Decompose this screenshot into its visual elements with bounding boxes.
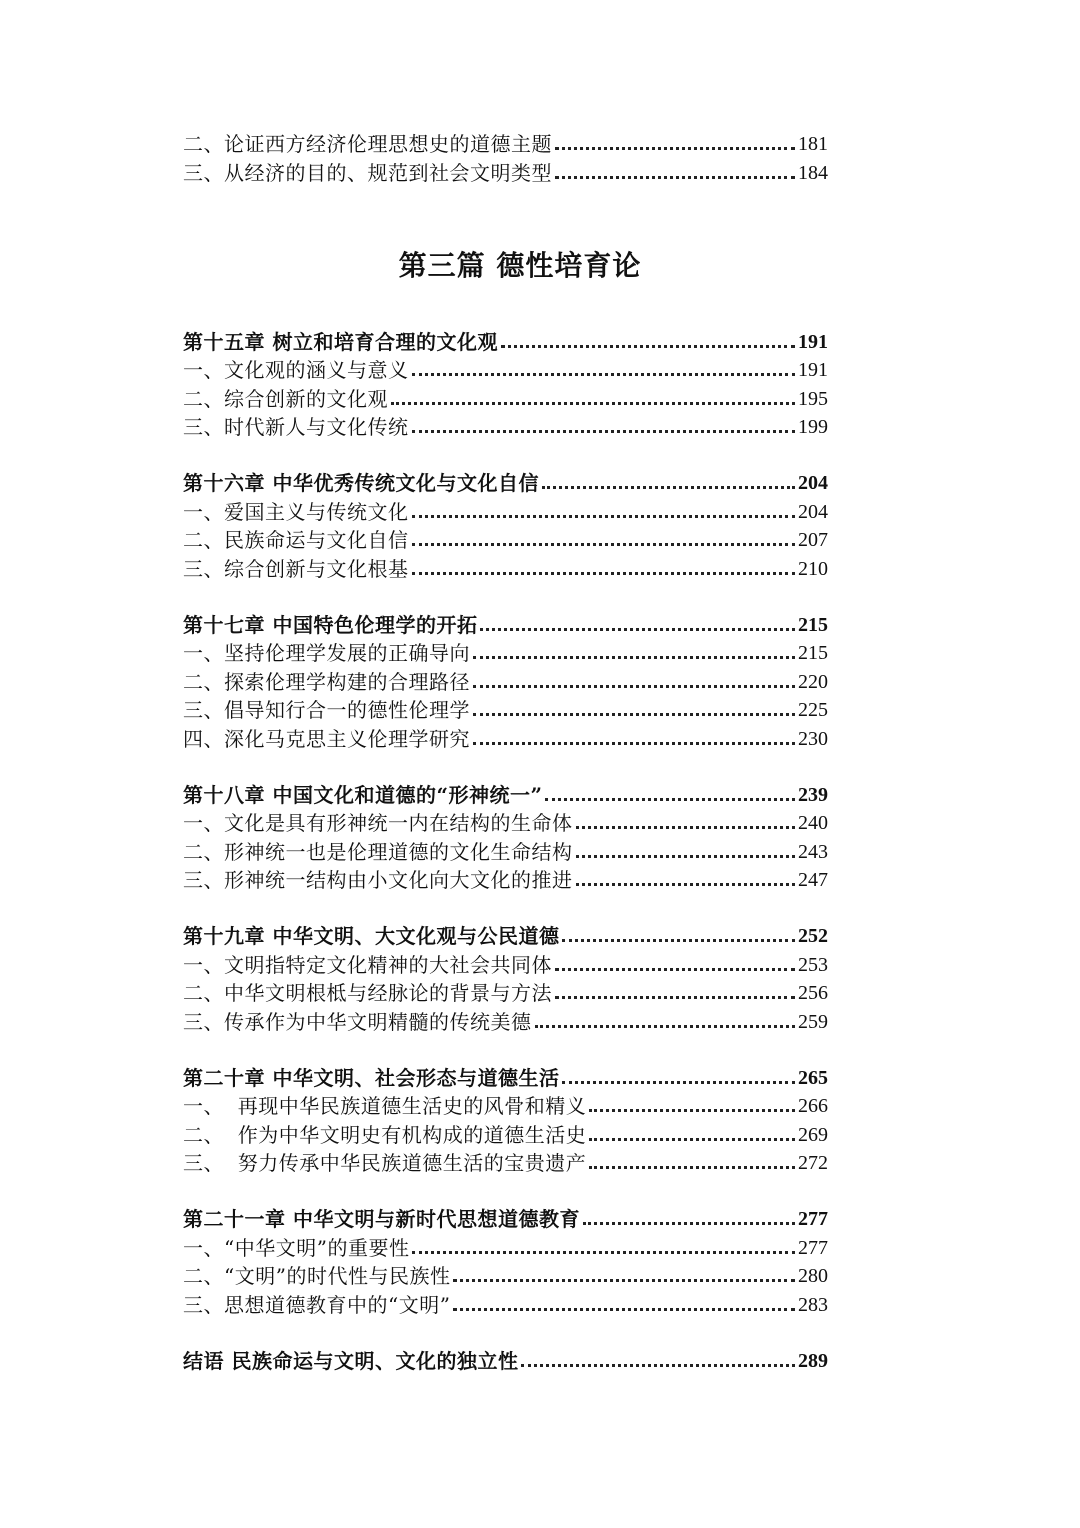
entry-label: 二、论证西方经济伦理思想史的道德主题 bbox=[183, 132, 552, 156]
chapter-title: 第十七章 中国特色伦理学的开拓 bbox=[183, 613, 478, 637]
section-page-number: 283 bbox=[798, 1294, 828, 1316]
section-entry bbox=[183, 639, 828, 667]
section-entry bbox=[183, 1291, 828, 1319]
section-page-number: 272 bbox=[798, 1152, 828, 1174]
dot-leader bbox=[576, 883, 796, 886]
section-entry bbox=[183, 696, 828, 724]
section-label: 一、 再现中华民族道德生活史的风骨和精义 bbox=[183, 1094, 587, 1118]
dot-leader bbox=[412, 373, 796, 376]
dot-leader bbox=[555, 147, 795, 150]
section-page-number: 215 bbox=[798, 642, 828, 664]
section-entry bbox=[183, 413, 828, 441]
section-page-number: 247 bbox=[798, 869, 828, 891]
dot-leader bbox=[555, 968, 795, 971]
part-title: 第三篇 德性培育论 bbox=[398, 249, 642, 282]
section-label: 三、综合创新与文化根基 bbox=[183, 557, 409, 581]
section-entry bbox=[183, 866, 828, 894]
dot-leader bbox=[583, 1222, 795, 1225]
dot-leader bbox=[412, 430, 796, 433]
section-entry bbox=[183, 668, 828, 696]
chapter-page-number: 265 bbox=[798, 1067, 828, 1089]
section-page-number: 269 bbox=[798, 1124, 828, 1146]
section-entry bbox=[183, 356, 828, 384]
section-entry bbox=[183, 1121, 828, 1149]
dot-leader bbox=[480, 628, 795, 631]
section-label: 一、“中华文明”的重要性 bbox=[183, 1236, 410, 1260]
dot-leader bbox=[562, 1081, 795, 1084]
chapter-title: 第十五章 树立和培育合理的文化观 bbox=[183, 330, 498, 354]
chapter-page-number: 191 bbox=[798, 331, 828, 353]
dot-leader bbox=[555, 176, 795, 179]
section-label: 三、时代新人与文化传统 bbox=[183, 415, 409, 439]
dot-leader bbox=[391, 402, 795, 405]
section-entry bbox=[183, 555, 828, 583]
dot-leader bbox=[555, 996, 795, 999]
dot-leader bbox=[412, 572, 796, 575]
section-label: 一、文化观的涵义与意义 bbox=[183, 358, 409, 382]
dot-leader bbox=[473, 742, 795, 745]
chapter-page-number: 215 bbox=[798, 614, 828, 636]
dot-leader bbox=[589, 1166, 795, 1169]
chapter-heading bbox=[183, 469, 828, 497]
dot-leader bbox=[473, 685, 795, 688]
section-entry bbox=[183, 951, 828, 979]
dot-leader bbox=[521, 1364, 795, 1367]
chapter-title: 第十八章 中国文化和道德的“形神统一” bbox=[183, 783, 543, 807]
section-page-number: 280 bbox=[798, 1265, 828, 1287]
section-page-number: 225 bbox=[798, 699, 828, 721]
chapter-heading bbox=[183, 1064, 828, 1092]
section-label: 一、文明指特定文化精神的大社会共同体 bbox=[183, 953, 552, 977]
section-label: 二、民族命运与文化自信 bbox=[183, 528, 409, 552]
chapter-title: 第十九章 中华文明、大文化观与公民道德 bbox=[183, 924, 560, 948]
section-label: 二、探索伦理学构建的合理路径 bbox=[183, 670, 470, 694]
section-page-number: 195 bbox=[798, 388, 828, 410]
section-label: 二、形神统一也是伦理道德的文化生命结构 bbox=[183, 840, 573, 864]
section-label: 三、倡导知行合一的德性伦理学 bbox=[183, 698, 470, 722]
toc-entry bbox=[183, 159, 828, 187]
chapter-title: 第二十一章 中华文明与新时代思想道德教育 bbox=[183, 1207, 580, 1231]
section-page-number: 277 bbox=[798, 1237, 828, 1259]
toc-entry bbox=[183, 130, 828, 158]
section-page-number: 253 bbox=[798, 954, 828, 976]
dot-leader bbox=[501, 345, 795, 348]
section-entry bbox=[183, 725, 828, 753]
section-page-number: 210 bbox=[798, 558, 828, 580]
dot-leader bbox=[589, 1138, 795, 1141]
section-label: 三、形神统一结构由小文化向大文化的推进 bbox=[183, 868, 573, 892]
section-label: 四、深化马克思主义伦理学研究 bbox=[183, 727, 470, 751]
section-page-number: 230 bbox=[798, 728, 828, 750]
section-page-number: 243 bbox=[798, 841, 828, 863]
entry-page-number: 184 bbox=[798, 162, 828, 184]
dot-leader bbox=[576, 826, 796, 829]
chapter-title: 第二十章 中华文明、社会形态与道德生活 bbox=[183, 1066, 560, 1090]
section-label: 一、文化是具有形神统一内在结构的生命体 bbox=[183, 811, 573, 835]
conclusion-page-number: 289 bbox=[798, 1350, 828, 1372]
section-entry bbox=[183, 1149, 828, 1177]
dot-leader bbox=[535, 1025, 796, 1028]
section-page-number: 199 bbox=[798, 416, 828, 438]
section-label: 二、中华文明根柢与经脉论的背景与方法 bbox=[183, 981, 552, 1005]
section-entry bbox=[183, 979, 828, 1007]
chapter-title: 第十六章 中华优秀传统文化与文化自信 bbox=[183, 471, 539, 495]
chapter-page-number: 252 bbox=[798, 925, 828, 947]
chapter-page-number: 204 bbox=[798, 472, 828, 494]
conclusion-title: 结语 民族命运与文明、文化的独立性 bbox=[183, 1349, 519, 1373]
dot-leader bbox=[562, 939, 795, 942]
section-page-number: 256 bbox=[798, 982, 828, 1004]
chapter-heading bbox=[183, 1205, 828, 1233]
section-entry bbox=[183, 838, 828, 866]
section-page-number: 191 bbox=[798, 359, 828, 381]
section-entry bbox=[183, 526, 828, 554]
dot-leader bbox=[412, 543, 796, 546]
dot-leader bbox=[412, 515, 796, 518]
section-page-number: 207 bbox=[798, 529, 828, 551]
section-page-number: 220 bbox=[798, 671, 828, 693]
section-page-number: 204 bbox=[798, 501, 828, 523]
dot-leader bbox=[412, 1251, 795, 1254]
section-entry bbox=[183, 1262, 828, 1290]
chapter-heading bbox=[183, 922, 828, 950]
section-label: 三、 努力传承中华民族道德生活的宝贵遗产 bbox=[183, 1151, 587, 1175]
chapter-heading bbox=[183, 611, 828, 639]
section-label: 二、“文明”的时代性与民族性 bbox=[183, 1264, 451, 1288]
section-page-number: 259 bbox=[798, 1011, 828, 1033]
dot-leader bbox=[473, 656, 795, 659]
chapter-page-number: 277 bbox=[798, 1208, 828, 1230]
section-page-number: 240 bbox=[798, 812, 828, 834]
chapter-heading bbox=[183, 328, 828, 356]
section-entry bbox=[183, 498, 828, 526]
section-label: 三、思想道德教育中的“文明” bbox=[183, 1293, 451, 1317]
dot-leader bbox=[589, 1109, 795, 1112]
section-entry bbox=[183, 809, 828, 837]
dot-leader bbox=[473, 713, 795, 716]
section-label: 二、 作为中华文明史有机构成的道德生活史 bbox=[183, 1123, 587, 1147]
entry-label: 三、从经济的目的、规范到社会文明类型 bbox=[183, 161, 552, 185]
chapter-heading bbox=[183, 781, 828, 809]
chapter-page-number: 239 bbox=[798, 784, 828, 806]
section-entry bbox=[183, 1092, 828, 1120]
section-label: 一、爱国主义与传统文化 bbox=[183, 500, 409, 524]
section-label: 二、综合创新的文化观 bbox=[183, 387, 388, 411]
section-page-number: 266 bbox=[798, 1095, 828, 1117]
section-entry bbox=[183, 385, 828, 413]
entry-page-number: 181 bbox=[798, 133, 828, 155]
dot-leader bbox=[542, 486, 795, 489]
section-label: 一、坚持伦理学发展的正确导向 bbox=[183, 641, 470, 665]
dot-leader bbox=[545, 798, 795, 801]
dot-leader bbox=[453, 1308, 795, 1311]
section-entry bbox=[183, 1234, 828, 1262]
conclusion-heading bbox=[183, 1347, 828, 1375]
dot-leader bbox=[453, 1279, 795, 1282]
section-label: 三、传承作为中华文明精髓的传统美德 bbox=[183, 1010, 532, 1034]
section-entry bbox=[183, 1008, 828, 1036]
dot-leader bbox=[576, 855, 796, 858]
